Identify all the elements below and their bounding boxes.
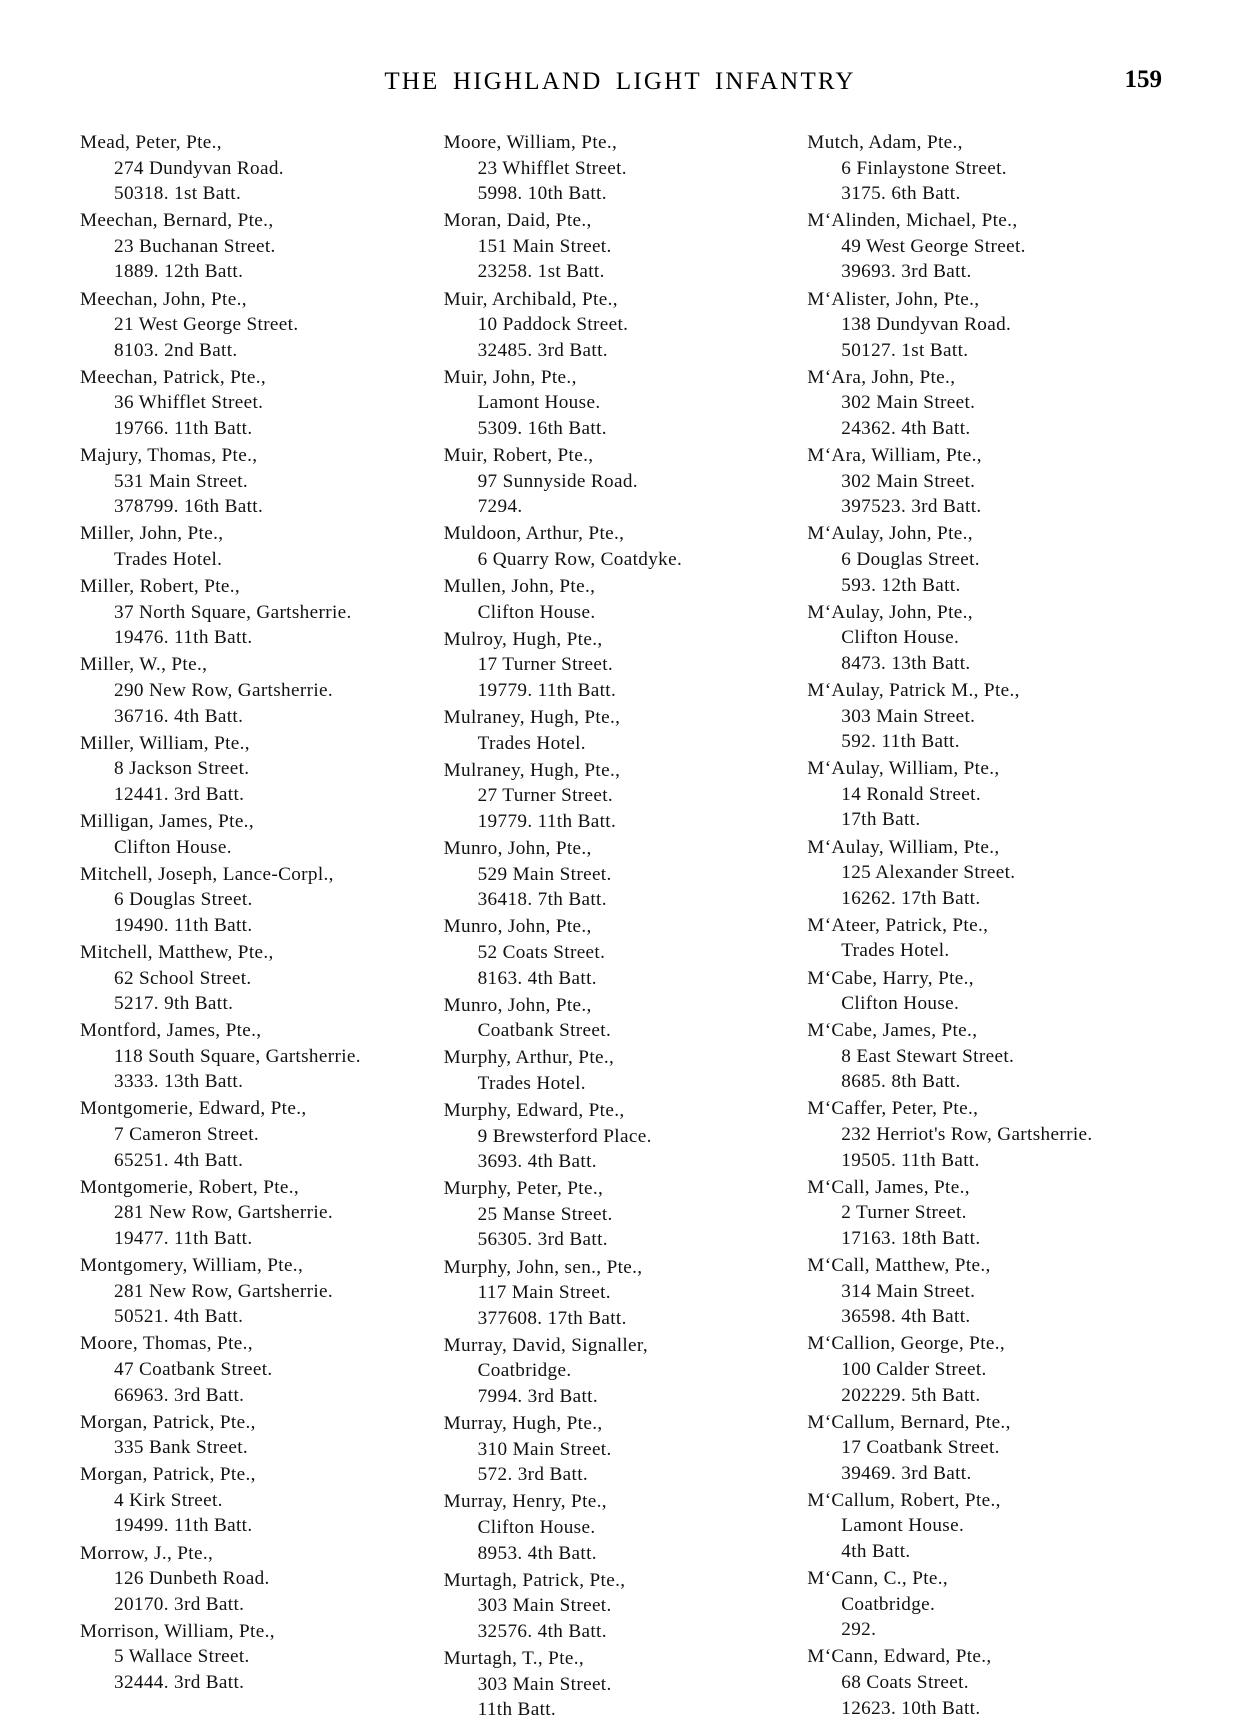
- entry-name: Murray, David, Signaller,: [443, 1334, 649, 1356]
- roll-entry: [807, 835, 1155, 912]
- entry-name: M‘Ateer, Patrick, Pte.,: [807, 914, 989, 936]
- roll-entry: [444, 1333, 794, 1410]
- entry-detail: 138 Dundyvan Road.: [841, 314, 1012, 336]
- roll-entry: [80, 1253, 432, 1330]
- entry-name: Mitchell, Matthew, Pte.,: [80, 941, 274, 963]
- entry-detail: 19477. 11th Batt.: [114, 1227, 253, 1249]
- entry-name: Milligan, James, Pte.,: [80, 810, 254, 832]
- roll-columns: [80, 130, 1165, 1724]
- roll-entry: [80, 1175, 432, 1252]
- roll-entry: [80, 130, 432, 207]
- entry-name: Moore, Thomas, Pte.,: [80, 1333, 253, 1355]
- roll-entry: [444, 1176, 794, 1253]
- roll-entry: [807, 1253, 1155, 1330]
- entry-name: Murphy, Arthur, Pte.,: [443, 1047, 615, 1069]
- roll-column: [442, 130, 804, 1724]
- entry-name: M‘Aulay, John, Pte.,: [807, 601, 973, 623]
- entry-detail: 9 Brewsterford Place.: [477, 1125, 652, 1147]
- roll-entry: [444, 705, 794, 756]
- entry-detail: 11th Batt.: [477, 1699, 557, 1721]
- roll-entry: [807, 678, 1155, 755]
- entry-detail: 32576. 4th Batt.: [477, 1620, 607, 1642]
- roll-entry: [80, 1018, 432, 1095]
- entry-detail: 14 Ronald Street.: [841, 783, 981, 805]
- roll-entry: [80, 862, 432, 939]
- entry-detail: 531 Main Street.: [114, 470, 249, 492]
- entry-detail: 36 Whifflet Street.: [114, 392, 264, 414]
- entry-detail: 6 Finlaystone Street.: [841, 157, 1007, 179]
- entry-name: Muir, John, Pte.,: [443, 366, 577, 388]
- entry-detail: Clifton House.: [841, 627, 960, 649]
- roll-entry: [80, 1096, 432, 1173]
- page-title: THE HIGHLAND LIGHT INFANTRY: [384, 68, 856, 95]
- entry-detail: 8685. 8th Batt.: [841, 1071, 961, 1093]
- roll-entry: [444, 758, 794, 835]
- entry-detail: 274 Dundyvan Road.: [114, 157, 284, 179]
- entry-detail: 49 West George Street.: [841, 235, 1026, 257]
- roll-entry: [80, 1541, 432, 1618]
- roll-entry: [80, 365, 432, 442]
- entry-detail: Trades Hotel.: [477, 732, 586, 754]
- entry-detail: Clifton House.: [841, 993, 960, 1015]
- entry-detail: 37 North Square, Gartsherrie.: [114, 601, 352, 623]
- entry-detail: 5 Wallace Street.: [114, 1646, 250, 1668]
- entry-name: M‘Callum, Bernard, Pte.,: [807, 1411, 1011, 1433]
- entry-detail: 23258. 1st Batt.: [477, 261, 605, 283]
- entry-detail: Lamont House.: [841, 1515, 965, 1537]
- entry-name: M‘Cabe, Harry, Pte.,: [807, 967, 974, 989]
- entry-name: Muldoon, Arthur, Pte.,: [443, 523, 625, 545]
- roll-entry: [807, 1018, 1155, 1095]
- entry-detail: 202229. 5th Batt.: [841, 1384, 981, 1406]
- entry-name: Montgomerie, Robert, Pte.,: [80, 1176, 300, 1198]
- page-header: [0, 68, 1240, 96]
- entry-detail: 6 Douglas Street.: [841, 549, 980, 570]
- entry-detail: 21 West George Street.: [114, 314, 299, 336]
- roll-entry: [807, 287, 1155, 364]
- entry-detail: 232 Herriot's Row, Gartsherrie.: [841, 1124, 1093, 1146]
- entry-detail: Coatbridge.: [841, 1593, 936, 1615]
- entry-name: Meechan, Bernard, Pte.,: [80, 210, 274, 232]
- entry-detail: 19476. 11th Batt.: [114, 627, 253, 649]
- roll-entry: [807, 1096, 1155, 1173]
- entry-detail: Clifton House.: [477, 601, 596, 623]
- entry-detail: 50318. 1st Batt.: [114, 183, 242, 205]
- roll-entry: [80, 1410, 432, 1461]
- roll-entry: [444, 627, 794, 704]
- roll-entry: [807, 1175, 1155, 1252]
- entry-detail: 97 Sunnyside Road.: [477, 470, 638, 492]
- entry-detail: 335 Bank Street.: [114, 1437, 249, 1459]
- entry-name: M‘Alister, John, Pte.,: [807, 288, 980, 310]
- roll-entry: [80, 1331, 432, 1408]
- entry-name: M‘Aulay, Patrick M., Pte.,: [807, 679, 1020, 701]
- entry-detail: 377608. 17th Batt.: [477, 1307, 627, 1329]
- entry-detail: 36598. 4th Batt.: [841, 1306, 971, 1328]
- roll-entry: [80, 443, 432, 520]
- entry-detail: 27 Turner Street.: [477, 785, 614, 807]
- entry-detail: 117 Main Street.: [477, 1282, 611, 1304]
- entry-detail: 2 Turner Street.: [841, 1202, 967, 1224]
- entry-name: M‘Ara, William, Pte.,: [807, 445, 982, 467]
- entry-detail: 62 School Street.: [114, 967, 252, 989]
- entry-name: M‘Aulay, William, Pte.,: [807, 758, 1000, 780]
- entry-detail: 303 Main Street.: [477, 1673, 612, 1695]
- entry-detail: 8103. 2nd Batt.: [114, 339, 238, 361]
- roll-entry: [80, 1462, 432, 1539]
- entry-name: M‘Ara, John, Pte.,: [807, 366, 956, 388]
- entry-name: Morgan, Patrick, Pte.,: [80, 1411, 256, 1433]
- roll-entry: [444, 1411, 794, 1488]
- entry-detail: 39469. 3rd Batt.: [841, 1462, 972, 1484]
- entry-detail: 24362. 4th Batt.: [841, 418, 971, 440]
- entry-name: Mulraney, Hugh, Pte.,: [443, 707, 621, 729]
- roll-entry: [444, 208, 794, 285]
- entry-name: Munro, John, Pte.,: [443, 916, 592, 938]
- entry-detail: 39693. 3rd Batt.: [841, 261, 972, 283]
- entry-detail: 17 Turner Street.: [477, 654, 614, 676]
- entry-name: Miller, W., Pte.,: [80, 654, 208, 676]
- entry-detail: Clifton House.: [477, 1516, 596, 1538]
- entry-detail: 19490. 11th Batt.: [114, 914, 253, 936]
- roll-entry: [444, 574, 794, 625]
- entry-detail: 12623. 10th Batt.: [841, 1697, 981, 1719]
- entry-name: Munro, John, Pte.,: [443, 838, 592, 860]
- entry-name: M‘Callion, George, Pte.,: [807, 1333, 1006, 1355]
- roll-entry: [807, 1566, 1155, 1643]
- entry-detail: 66963. 3rd Batt.: [114, 1384, 245, 1406]
- entry-detail: 290 New Row, Gartsherrie.: [114, 679, 334, 701]
- roll-column: [80, 130, 442, 1724]
- entry-detail: 7 Cameron Street.: [114, 1124, 260, 1146]
- roll-entry: [444, 365, 794, 442]
- roll-column: [803, 130, 1165, 1724]
- entry-name: Mutch, Adam, Pte.,: [807, 132, 963, 153]
- entry-name: Morrison, William, Pte.,: [80, 1620, 275, 1642]
- entry-detail: 125 Alexander Street.: [841, 862, 1016, 884]
- entry-detail: 572. 3rd Batt.: [477, 1464, 589, 1486]
- entry-name: M‘Cann, C., Pte.,: [807, 1568, 949, 1590]
- entry-name: Murphy, Edward, Pte.,: [443, 1099, 625, 1121]
- entry-name: M‘Call, James, Pte.,: [807, 1176, 970, 1198]
- roll-entry: [444, 1489, 794, 1566]
- entry-name: Miller, John, Pte.,: [80, 523, 224, 545]
- entry-detail: 32485. 3rd Batt.: [477, 339, 608, 361]
- entry-detail: 302 Main Street.: [841, 470, 976, 492]
- roll-entry: [807, 600, 1155, 677]
- entry-detail: 397523. 3rd Batt.: [841, 496, 982, 518]
- entry-detail: Coatbridge.: [477, 1360, 572, 1382]
- entry-detail: 8 Jackson Street.: [114, 758, 250, 780]
- entry-name: Moran, Daid, Pte.,: [443, 210, 592, 232]
- entry-detail: 16262. 17th Batt.: [841, 887, 981, 909]
- entry-name: Murray, Henry, Pte.,: [443, 1491, 607, 1513]
- roll-entry: [80, 521, 432, 572]
- entry-name: Miller, Robert, Pte.,: [80, 576, 241, 598]
- entry-detail: 65251. 4th Batt.: [114, 1149, 244, 1171]
- roll-entry: [807, 208, 1155, 285]
- entry-detail: Clifton House.: [114, 836, 232, 858]
- entry-name: Morrow, J., Pte.,: [80, 1542, 214, 1564]
- entry-detail: 281 New Row, Gartsherrie.: [114, 1202, 334, 1224]
- entry-name: M‘Alinden, Michael, Pte.,: [807, 210, 1018, 232]
- entry-name: M‘Aulay, John, Pte.,: [807, 523, 973, 545]
- entry-detail: 20170. 3rd Batt.: [114, 1593, 245, 1615]
- entry-detail: 17th Batt.: [841, 809, 921, 831]
- entry-name: Muir, Archibald, Pte.,: [443, 288, 618, 310]
- entry-detail: Trades Hotel.: [477, 1072, 586, 1094]
- entry-name: Meechan, Patrick, Pte.,: [80, 366, 267, 388]
- entry-name: Mitchell, Joseph, Lance-Corpl.,: [80, 863, 334, 885]
- entry-detail: 23 Whifflet Street.: [477, 157, 627, 179]
- roll-entry: [444, 287, 794, 364]
- entry-detail: 8953. 4th Batt.: [477, 1542, 597, 1564]
- entry-name: Majury, Thomas, Pte.,: [80, 445, 258, 467]
- entry-detail: 292.: [841, 1619, 877, 1641]
- roll-entry: [80, 940, 432, 1017]
- entry-detail: 303 Main Street.: [477, 1595, 612, 1617]
- entry-name: Montford, James, Pte.,: [80, 1020, 262, 1042]
- entry-name: Murphy, John, sen., Pte.,: [443, 1256, 643, 1278]
- entry-detail: 8 East Stewart Street.: [841, 1045, 1015, 1067]
- roll-entry: [80, 809, 432, 860]
- entry-detail: 50127. 1st Batt.: [841, 339, 969, 361]
- entry-name: M‘Call, Matthew, Pte.,: [807, 1255, 991, 1277]
- roll-entry: [444, 914, 794, 991]
- entry-detail: 19766. 11th Batt.: [114, 418, 253, 440]
- entry-detail: 100 Calder Street.: [841, 1358, 987, 1380]
- entry-detail: 19499. 11th Batt.: [114, 1515, 253, 1537]
- roll-entry: [444, 1045, 794, 1096]
- roll-entry: [80, 287, 432, 364]
- roll-entry: [80, 731, 432, 808]
- entry-detail: 8163. 4th Batt.: [477, 967, 597, 989]
- roll-entry: [807, 913, 1155, 964]
- entry-detail: Coatbank Street.: [477, 1020, 612, 1042]
- entry-detail: 281 New Row, Gartsherrie.: [114, 1280, 334, 1302]
- roll-entry: [80, 574, 432, 651]
- entry-detail: 3333. 13th Batt.: [114, 1071, 244, 1093]
- entry-detail: 378799. 16th Batt.: [114, 496, 264, 518]
- entry-name: M‘Caffer, Peter, Pte.,: [807, 1098, 979, 1120]
- entry-detail: 151 Main Street.: [477, 235, 612, 257]
- entry-name: Miller, William, Pte.,: [80, 732, 250, 754]
- roll-entry: [80, 1619, 432, 1696]
- entry-detail: 303 Main Street.: [841, 705, 976, 727]
- entry-detail: 19779. 11th Batt.: [477, 810, 617, 832]
- entry-detail: 17163. 18th Batt.: [841, 1227, 981, 1249]
- entry-detail: 529 Main Street.: [477, 863, 612, 885]
- entry-detail: 3175. 6th Batt.: [841, 183, 961, 205]
- roll-entry: [807, 966, 1155, 1017]
- entry-detail: 36418. 7th Batt.: [477, 889, 607, 911]
- entry-name: Mulroy, Hugh, Pte.,: [443, 628, 603, 650]
- page-number: 159: [1124, 66, 1162, 93]
- entry-detail: 302 Main Street.: [841, 392, 976, 414]
- entry-detail: 36716. 4th Batt.: [114, 705, 244, 727]
- entry-detail: 52 Coats Street.: [477, 941, 606, 963]
- entry-detail: 5217. 9th Batt.: [114, 993, 234, 1015]
- entry-detail: 32444. 3rd Batt.: [114, 1672, 245, 1694]
- entry-detail: 5998. 10th Batt.: [477, 183, 607, 205]
- entry-name: M‘Callum, Robert, Pte.,: [807, 1489, 1001, 1511]
- roll-entry: [807, 130, 1155, 207]
- roll-entry: [807, 1331, 1155, 1408]
- entry-detail: 8473. 13th Batt.: [841, 652, 971, 674]
- roll-entry: [444, 130, 794, 207]
- entry-detail: 3693. 4th Batt.: [477, 1151, 597, 1173]
- roll-entry: [807, 443, 1155, 520]
- roll-entry: [807, 1410, 1155, 1487]
- roll-entry: [444, 1098, 794, 1175]
- entry-detail: 7994. 3rd Batt.: [477, 1386, 598, 1407]
- roll-entry: [444, 836, 794, 913]
- roll-entry: [444, 993, 794, 1044]
- entry-detail: 126 Dunbeth Road.: [114, 1568, 270, 1590]
- roll-entry: [807, 521, 1155, 598]
- roll-entry: [444, 1568, 794, 1645]
- roll-entry: [444, 1255, 794, 1332]
- entry-name: Meechan, John, Pte.,: [80, 288, 247, 310]
- entry-detail: 6 Douglas Street.: [114, 889, 253, 911]
- entry-name: Murphy, Peter, Pte.,: [443, 1178, 604, 1200]
- entry-detail: 7294.: [477, 496, 523, 518]
- entry-detail: 10 Paddock Street.: [477, 314, 629, 336]
- roll-entry: [444, 521, 794, 572]
- entry-detail: 47 Coatbank Street.: [114, 1358, 273, 1380]
- entry-detail: 314 Main Street.: [841, 1280, 976, 1302]
- entry-detail: 4 Kirk Street.: [114, 1489, 223, 1511]
- entry-name: Montgomery, William, Pte.,: [80, 1255, 304, 1277]
- roll-entry: [807, 365, 1155, 442]
- entry-detail: 25 Manse Street.: [477, 1203, 613, 1225]
- entry-name: M‘Aulay, William, Pte.,: [807, 836, 1000, 858]
- entry-detail: 19505. 11th Batt.: [841, 1149, 980, 1171]
- entry-name: Muir, Robert, Pte.,: [443, 445, 594, 467]
- entry-detail: 6 Quarry Row, Coatdyke.: [477, 549, 683, 570]
- entry-name: M‘Cann, Edward, Pte.,: [807, 1646, 992, 1668]
- entry-detail: 592. 11th Batt.: [841, 731, 960, 753]
- entry-name: M‘Cabe, James, Pte.,: [807, 1020, 978, 1042]
- roll-entry: [807, 1644, 1155, 1721]
- entry-name: Murtagh, T., Pte.,: [443, 1647, 585, 1669]
- entry-detail: 310 Main Street.: [477, 1438, 612, 1460]
- entry-detail: 12441. 3rd Batt.: [114, 783, 245, 805]
- entry-detail: 4th Batt.: [841, 1541, 911, 1563]
- entry-detail: 56305. 3rd Batt.: [477, 1229, 608, 1251]
- roll-entry: [80, 208, 432, 285]
- entry-name: Mullen, John, Pte.,: [443, 576, 596, 598]
- roll-entry: [807, 1488, 1155, 1565]
- entry-name: Murtagh, Patrick, Pte.,: [443, 1569, 626, 1591]
- roll-entry: [80, 652, 432, 729]
- entry-detail: Lamont House.: [477, 392, 601, 414]
- entry-name: Moore, William, Pte.,: [443, 132, 618, 153]
- entry-name: Morgan, Patrick, Pte.,: [80, 1464, 256, 1486]
- entry-detail: 50521. 4th Batt.: [114, 1306, 244, 1328]
- entry-detail: 118 South Square, Gartsherrie.: [114, 1045, 361, 1067]
- entry-detail: 1889. 12th Batt.: [114, 261, 244, 283]
- entry-detail: 19779. 11th Batt.: [477, 679, 617, 701]
- entry-name: Mead, Peter, Pte.,: [80, 132, 222, 153]
- entry-detail: 5309. 16th Batt.: [477, 418, 607, 440]
- roll-entry: [444, 443, 794, 520]
- entry-name: Murray, Hugh, Pte.,: [443, 1413, 603, 1435]
- entry-detail: 593. 12th Batt.: [841, 574, 961, 596]
- entry-detail: Trades Hotel.: [114, 549, 223, 570]
- roll-entry: [444, 1646, 794, 1723]
- entry-detail: Trades Hotel.: [841, 940, 950, 962]
- entry-name: Munro, John, Pte.,: [443, 994, 592, 1016]
- entry-detail: 17 Coatbank Street.: [841, 1437, 1000, 1459]
- entry-name: Mulraney, Hugh, Pte.,: [443, 759, 621, 781]
- entry-detail: 68 Coats Street.: [841, 1672, 969, 1694]
- entry-name: Montgomerie, Edward, Pte.,: [80, 1098, 307, 1120]
- roll-entry: [807, 756, 1155, 833]
- entry-detail: 23 Buchanan Street.: [114, 235, 276, 257]
